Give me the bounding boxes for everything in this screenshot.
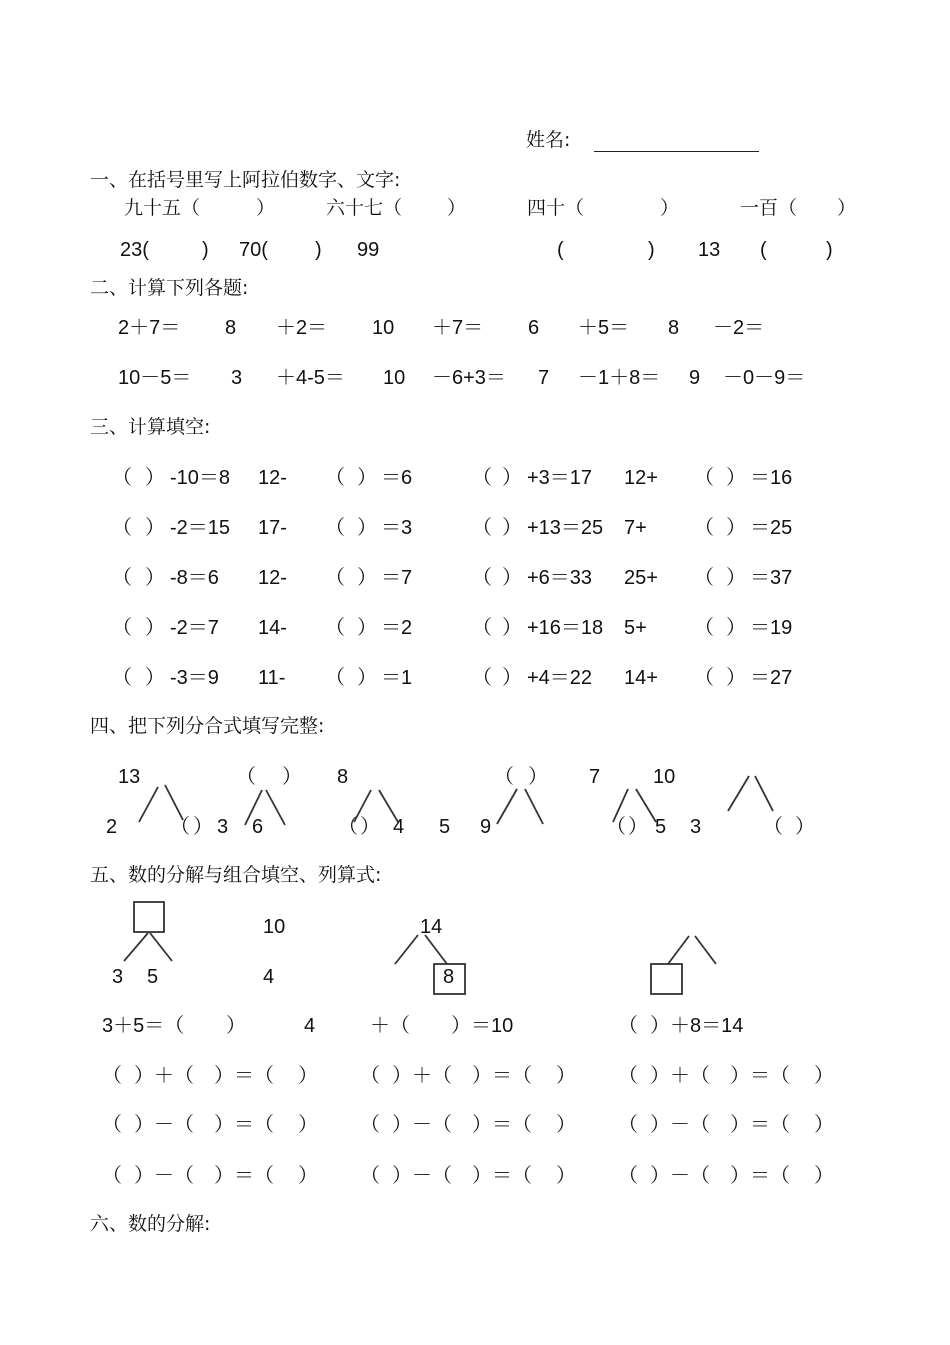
s3-text: ） [145,617,165,639]
s3-text: （ [472,517,492,539]
s3-text: （ [325,517,345,539]
s4-text: （ [606,816,626,838]
s3-text: （ [472,617,492,639]
s5-equation-text: ）＝（ [472,1114,532,1136]
s2-text: 10－5＝ [118,367,192,389]
s3-text: ＝27 [750,667,793,689]
s5-text: ）＝10 [451,1015,514,1037]
section-5-title: 五、数的分解与组合填空、列算式: [90,864,382,886]
s5-equation-text: ） [814,1165,834,1187]
s5-equation-text: ）＋（ [392,1065,452,1087]
s3-text: ） [726,567,746,589]
s2-text: －1＋8＝ [578,367,661,389]
s3-text: （ [325,617,345,639]
name-label: 姓名: [526,129,571,151]
tree-branch-line [728,776,749,811]
s3-text: ） [357,567,377,589]
s3-text: （ [112,467,132,489]
tree-branch-line [150,933,172,961]
s5-equation-text: （ [102,1114,122,1136]
tree-branch-line [354,790,371,822]
s5-equation-text: ）＝（ [730,1065,790,1087]
s3-text: （ [694,467,714,489]
tree-branch-line [395,935,418,964]
tree-branch-line [636,789,656,822]
s3-text: ） [502,567,522,589]
s5-equation-text: ） [556,1065,576,1087]
s5-equation-text: （ [360,1065,380,1087]
s3-text: ） [726,467,746,489]
s1-text: 70( [239,239,268,261]
s5-text: ） [226,1015,246,1037]
s4-text: ） [360,816,380,838]
s3-text: ） [502,667,522,689]
s3-text: （ [472,567,492,589]
s3-text: ） [357,617,377,639]
s5-equation-text: ）＝（ [214,1065,274,1087]
s1-text: ） [256,197,276,219]
answer-box [134,902,164,932]
s3-text: ＝6 [381,467,413,489]
s1-text: ） [837,197,857,219]
s2-text: ＋4-5＝ [276,367,345,389]
s5-equation-text: ） [298,1114,318,1136]
s3-text: （ [112,617,132,639]
s4-text: ） [795,816,815,838]
s5-equation-text: （ [102,1165,122,1187]
s3-text: -2＝15 [170,517,231,539]
s4-text: 9 [480,816,492,838]
s2-text: 8 [225,317,237,339]
s3-text: （ [694,617,714,639]
s5-equation-text: ）＝（ [214,1114,274,1136]
s3-text: 5+ [624,617,647,639]
s3-text: ） [502,617,522,639]
s5-equation-text: ）－（ [392,1165,452,1187]
s3-text: ） [357,467,377,489]
s3-text: ） [145,667,165,689]
s3-text: ） [145,467,165,489]
tree-branch-line [139,787,158,822]
section-1-title: 一、在括号里写上阿拉伯数字、文字: [90,169,401,191]
s3-text: （ [325,567,345,589]
s3-text: -10＝8 [170,467,231,489]
s3-text: ） [145,567,165,589]
s2-text: －2＝ [713,317,765,339]
s4-text: （ [494,766,514,788]
s3-text: ＝2 [381,617,413,639]
s3-text: 12- [258,467,287,489]
s5-text: 4 [263,966,275,988]
s3-text: ＝7 [381,567,413,589]
s3-text: -2＝7 [170,617,219,639]
answer-box [434,964,465,994]
tree-branch-line [425,935,447,964]
s2-text: 6 [528,317,540,339]
s4-text: （ [170,816,190,838]
s3-text: （ [112,667,132,689]
s5-text: ＋（ [370,1015,410,1037]
s3-text: 12- [258,567,287,589]
s4-text: （ [236,766,256,788]
s3-text: （ [112,567,132,589]
s4-text: 13 [118,766,141,788]
s4-text: 5 [655,816,667,838]
s1-text: ） [660,197,680,219]
s5-text: 8 [443,966,455,988]
s2-text: －0－9＝ [723,367,806,389]
s2-text: ＋7＝ [432,317,484,339]
s5-text: 14 [420,916,443,938]
s5-equation-text: ）－（ [134,1165,194,1187]
s5-equation-text: ）－（ [650,1165,710,1187]
s3-text: ） [726,617,746,639]
s4-text: （ [338,816,358,838]
s5-equation-text: ）＝（ [730,1114,790,1136]
s3-text: （ [325,667,345,689]
s4-text: （ [763,816,783,838]
s5-equation-text: ） [298,1065,318,1087]
s2-text: ＋2＝ [276,317,328,339]
tree-branch-line [695,936,716,964]
s3-text: +16＝18 [527,617,604,639]
s3-text: +4＝22 [527,667,593,689]
s5-equation-text: ） [814,1065,834,1087]
s3-text: -8＝6 [170,567,219,589]
s2-text: 8 [668,317,680,339]
tree-branch-line [245,790,262,825]
s4-text: ） [628,816,648,838]
s3-text: ） [357,517,377,539]
s3-text: ） [145,517,165,539]
s5-equation-text: （ [618,1065,638,1087]
s3-text: （ [694,667,714,689]
s4-text: 10 [653,766,676,788]
s1-text: 99 [357,239,380,261]
s5-text: 10 [263,916,286,938]
s3-text: 12+ [624,467,658,489]
s3-text: （ [694,517,714,539]
s3-text: +6＝33 [527,567,593,589]
s5-equation-text: ）＝（ [472,1065,532,1087]
tree-branch-line [755,776,773,811]
tree-branch-line [668,936,689,964]
section-6-title: 六、数的分解: [90,1213,211,1235]
s3-text: ＝16 [750,467,793,489]
section-3-title: 三、计算填空: [90,416,211,438]
s2-text: 3 [231,367,243,389]
s3-text: 14- [258,617,287,639]
s5-equation-text: ）＝（ [472,1165,532,1187]
s4-text: 3 [217,816,229,838]
s5-text: 3＋5＝（ [102,1015,185,1037]
s5-equation-text: （ [102,1065,122,1087]
s3-text: （ [472,467,492,489]
s5-equation-text: ）＋（ [650,1065,710,1087]
s4-text: ） [282,766,302,788]
s5-equation-text: ）＝（ [730,1165,790,1187]
s1-text: ) [648,239,655,261]
tree-branch-line [165,785,183,820]
s1-text: ) [826,239,833,261]
s3-text: +13＝25 [527,517,604,539]
s4-text: 5 [439,816,451,838]
s5-equation-text: （ [618,1114,638,1136]
s5-text: 5 [147,966,159,988]
s3-text: ） [726,517,746,539]
tree-branch-line [613,789,628,822]
s1-text: ) [315,239,322,261]
s2-text: －6+3＝ [432,367,506,389]
s5-equation-text: ）＝（ [214,1165,274,1187]
s2-text: 2＋7＝ [118,317,181,339]
s1-text: 13 [698,239,721,261]
s3-text: ） [357,667,377,689]
s3-text: （ [472,667,492,689]
s5-text: （ [618,1015,638,1037]
s1-text: 23( [120,239,149,261]
s4-text: 2 [106,816,118,838]
s3-text: ＝19 [750,617,793,639]
s3-text: ＝25 [750,517,793,539]
s4-text: 8 [337,766,349,788]
s5-equation-text: ）＋（ [134,1065,194,1087]
s3-text: （ [694,567,714,589]
s4-text: ） [193,816,213,838]
s2-text: 9 [689,367,701,389]
s3-text: ＝37 [750,567,793,589]
s3-text: ＝1 [381,667,413,689]
s5-text: 4 [304,1015,316,1037]
s1-text: ( [760,239,767,261]
s3-text: 7+ [624,517,647,539]
s1-text: ) [202,239,209,261]
s4-text: 4 [393,816,405,838]
s2-text: 10 [383,367,406,389]
tree-branch-line [379,790,398,822]
tree-branch-line [124,933,148,961]
s5-equation-text: ） [814,1114,834,1136]
s4-text: 3 [690,816,702,838]
s4-text: 7 [589,766,601,788]
s3-text: ） [726,667,746,689]
s2-text: 10 [372,317,395,339]
s3-text: +3＝17 [527,467,593,489]
s3-text: 14+ [624,667,658,689]
s3-text: 17- [258,517,287,539]
s3-text: ＝3 [381,517,413,539]
s3-text: ） [502,517,522,539]
s1-text: 四十（ [527,197,585,219]
s5-equation-text: ）－（ [392,1114,452,1136]
s1-text: ( [557,239,564,261]
s1-text: 九十五（ [124,197,201,219]
s1-text: 六十七（ [326,197,403,219]
s3-text: -3＝9 [170,667,219,689]
s5-equation-text: （ [618,1165,638,1187]
s2-text: 7 [538,367,550,389]
s5-equation-text: ） [556,1165,576,1187]
s5-equation-text: ）－（ [650,1114,710,1136]
s3-text: 11- [258,667,286,689]
s5-equation-text: ）－（ [134,1114,194,1136]
s5-equation-text: ） [298,1165,318,1187]
s1-text: ） [447,197,467,219]
tree-branch-line [266,790,285,825]
s3-text: 25+ [624,567,658,589]
s4-text: 6 [252,816,264,838]
s1-text: 一百（ [740,197,798,219]
tree-branch-line [497,789,517,824]
s3-text: ） [502,467,522,489]
s5-text: 3 [112,966,124,988]
section-4-title: 四、把下列分合式填写完整: [90,715,325,737]
tree-branch-line [525,789,543,824]
s4-text: ） [528,766,548,788]
s5-equation-text: （ [360,1165,380,1187]
s5-text: ）＋8＝14 [650,1015,744,1037]
s3-text: （ [325,467,345,489]
s5-equation-text: （ [360,1114,380,1136]
answer-box [651,964,682,994]
s3-text: （ [112,517,132,539]
s5-equation-text: ） [556,1114,576,1136]
section-2-title: 二、计算下列各题: [90,277,249,299]
s2-text: ＋5＝ [578,317,630,339]
